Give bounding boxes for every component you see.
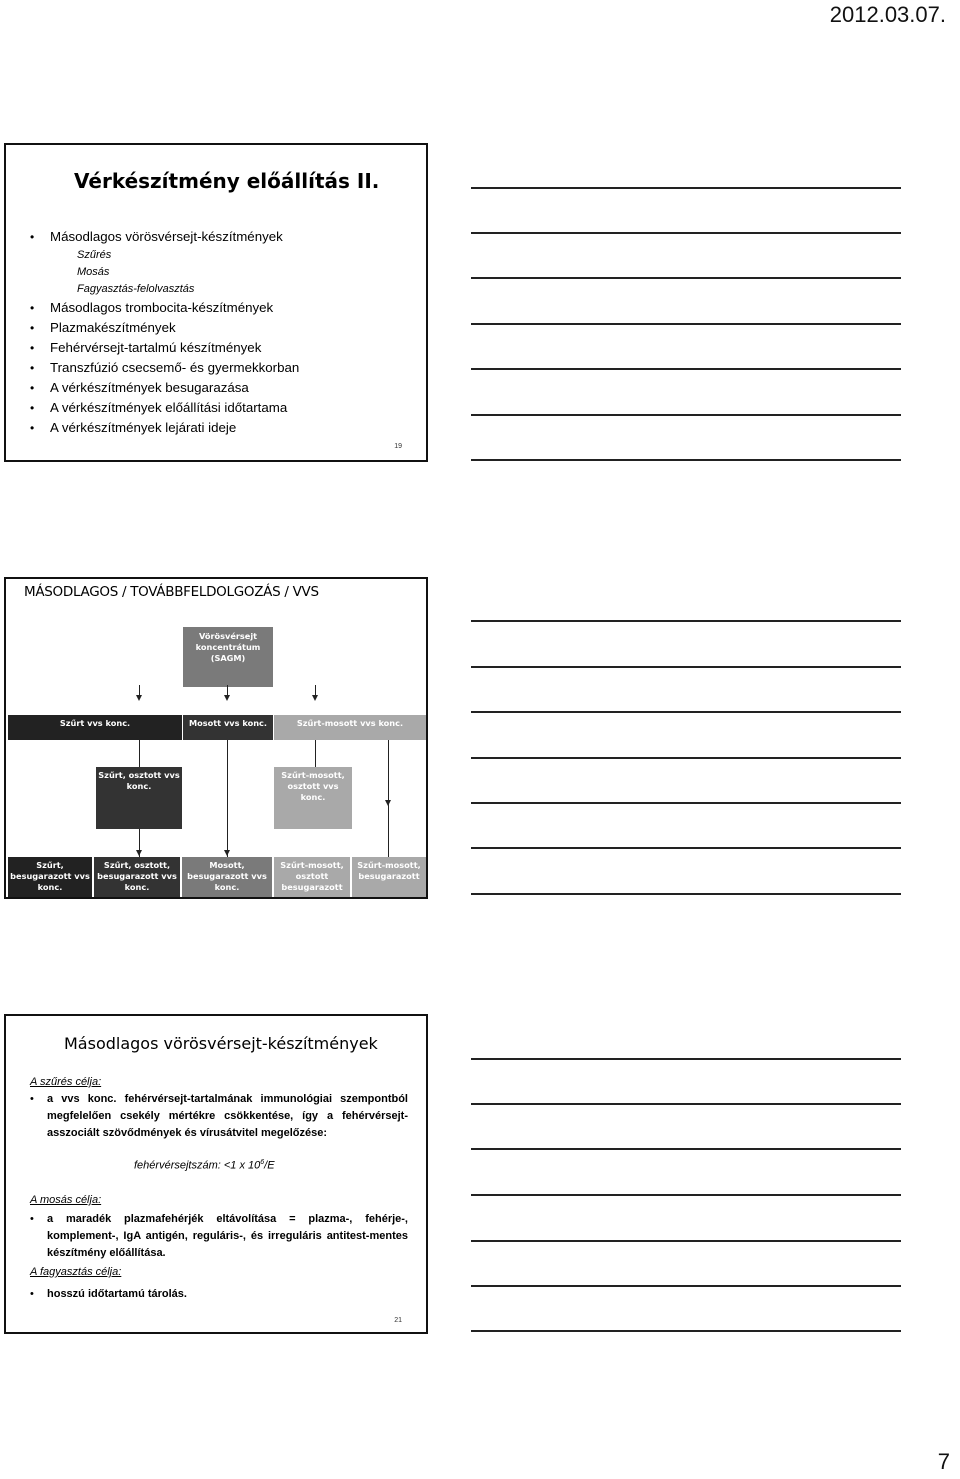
list-item: • A vérkészítmények besugarazása bbox=[30, 378, 299, 398]
note-line bbox=[471, 277, 901, 279]
note-line bbox=[471, 1240, 901, 1242]
note-line bbox=[471, 414, 901, 416]
note-line bbox=[471, 1103, 901, 1105]
process-box: Szűrt, besugarazott vvs konc. bbox=[8, 857, 92, 899]
arrow-head bbox=[312, 695, 318, 701]
formula-unit: /E bbox=[264, 1159, 275, 1172]
bullet-list bbox=[30, 227, 299, 438]
bullet-text: a maradék plazmafehérjék eltávolítása = plazma-, fehérje-, komplement-, IgA antigén, reguláris-, és irreguláris antitest-mentes készítmény előállítása. bbox=[47, 1213, 408, 1259]
list-item: • Plazmakészítmények bbox=[30, 318, 299, 338]
process-box: Mosott, besugarazott vvs konc. bbox=[182, 857, 272, 899]
note-line bbox=[471, 1194, 901, 1196]
note-line bbox=[471, 232, 901, 234]
process-box: Szűrt, osztott vvs konc. bbox=[96, 767, 182, 829]
arrow-head bbox=[136, 850, 142, 856]
note-line bbox=[471, 1285, 901, 1287]
list-subitem: Szűrés bbox=[77, 249, 112, 261]
note-line bbox=[471, 666, 901, 668]
formula-text: fehérvérsejtszám: <1 x 10 bbox=[134, 1159, 261, 1172]
list-item: • Fehérvérsejt-tartalmú készítmények bbox=[30, 338, 299, 358]
arrow-head bbox=[224, 850, 230, 856]
slide-flowchart bbox=[4, 577, 428, 899]
slide-number: 19 bbox=[394, 443, 402, 450]
process-box: Szűrt-mosott, besugarazott bbox=[352, 857, 426, 899]
arrow-head bbox=[224, 695, 230, 701]
date-header: 2012.03.07. bbox=[829, 2, 946, 27]
list-subitem: Mosás bbox=[77, 266, 110, 278]
source-box: Vörösvérsejt koncentrátum (SAGM) bbox=[183, 627, 273, 687]
section-heading: A szűrés célja: bbox=[30, 1076, 102, 1088]
arrow bbox=[227, 740, 228, 860]
process-box: Szűrt, osztott, besugarazott vvs konc. bbox=[94, 857, 180, 899]
page-number: 7 bbox=[937, 1449, 950, 1474]
list-subitem: Fagyasztás-felolvasztás bbox=[77, 283, 195, 295]
process-box: Szűrt-mosott vvs konc. bbox=[274, 715, 426, 740]
arrow-head bbox=[385, 800, 391, 806]
formula-exponent: 6 bbox=[260, 1159, 265, 1166]
note-line bbox=[471, 802, 901, 804]
note-line bbox=[471, 187, 901, 189]
note-line bbox=[471, 757, 901, 759]
slide-number: 21 bbox=[394, 1317, 402, 1324]
slide-title: MÁSODLAGOS / TOVÁBBFELDOLGOZÁS / VVS bbox=[24, 584, 319, 600]
process-box: Szűrt vvs konc. bbox=[8, 715, 182, 740]
slide-title: Másodlagos vörösvérsejt-készítmények bbox=[64, 1034, 378, 1053]
section-heading: A mosás célja: bbox=[30, 1194, 102, 1206]
note-line bbox=[471, 620, 901, 622]
note-line bbox=[471, 711, 901, 713]
note-line bbox=[471, 847, 901, 849]
note-line bbox=[471, 368, 901, 370]
note-line bbox=[471, 1330, 901, 1332]
note-line bbox=[471, 323, 901, 325]
slide-19 bbox=[4, 143, 428, 462]
slide-21 bbox=[4, 1014, 428, 1334]
process-box: Szűrt-mosott, osztott vvs konc. bbox=[274, 767, 352, 829]
bullet-paragraph: • hosszú időtartamú tárolás. bbox=[30, 1286, 408, 1303]
bullet-text: a vvs konc. fehérvérsejt-tartalmának immunológiai szempontból megfelelően csekély mértékre csökkentése, így a fehérvérsejt-asszociált szövődmények és vírusátvitel megelőzése: bbox=[47, 1093, 408, 1139]
note-line bbox=[471, 1058, 901, 1060]
list-item: • Másodlagos trombocita-készítmények bbox=[30, 298, 299, 318]
process-box: Mosott vvs konc. bbox=[183, 715, 273, 740]
bullet-paragraph: • a vvs konc. fehérvérsejt-tartalmának immunológiai szempontból megfelelően csekély mértékre csökkentése, így a fehérvérsejt-asszociált szövődmények és vírusátvitel megelőzése: bbox=[30, 1091, 408, 1142]
list-item: • A vérkészítmények előállítási időtartama bbox=[30, 398, 299, 418]
bullet-paragraph: • a maradék plazmafehérjék eltávolítása = plazma-, fehérje-, komplement-, IgA antigén, reguláris-, és irreguláris antitest-mentes készítmény előállítása. bbox=[30, 1211, 408, 1262]
arrow-head bbox=[136, 695, 142, 701]
note-line bbox=[471, 893, 901, 895]
slide-title: Vérkészítmény előállítás II. bbox=[74, 169, 380, 193]
note-line bbox=[471, 459, 901, 461]
process-box: Szűrt-mosott, osztott besugarazott bbox=[274, 857, 350, 899]
list-item: • A vérkészítmények lejárati ideje bbox=[30, 418, 299, 438]
list-item: • Transzfúzió csecsemő- és gyermekkorban bbox=[30, 358, 299, 378]
list-item: • Másodlagos vörösvérsejt-készítmények bbox=[30, 227, 299, 247]
bullet-text: hosszú időtartamú tárolás. bbox=[47, 1288, 187, 1300]
section-heading: A fagyasztás célja: bbox=[30, 1266, 122, 1278]
formula bbox=[134, 1159, 275, 1172]
note-line bbox=[471, 1148, 901, 1150]
